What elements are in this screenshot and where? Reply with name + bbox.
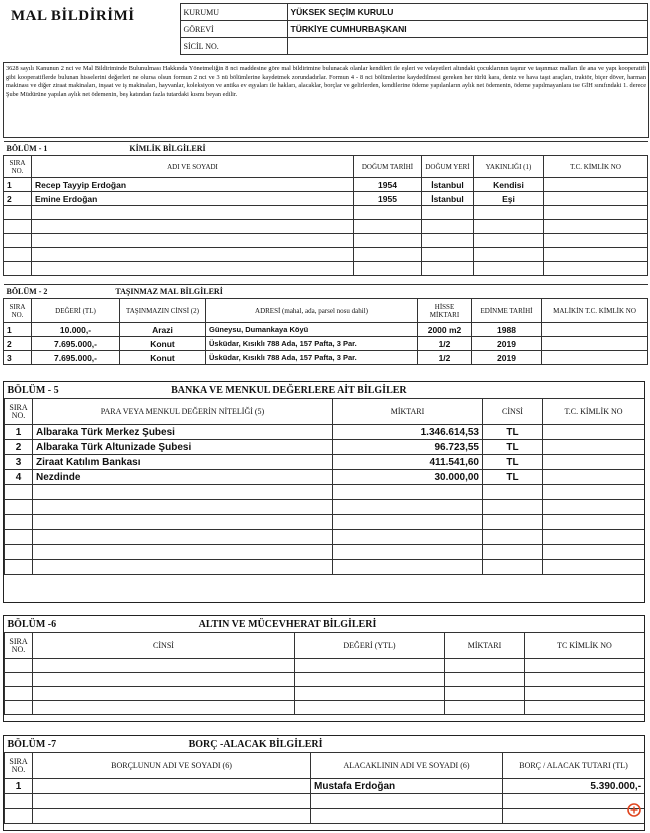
- s2-owner-tc: [542, 323, 648, 337]
- section-2: [3, 284, 647, 365]
- s1-tc: [544, 192, 648, 206]
- table-row: [5, 794, 645, 809]
- s2-header-hisse: HİSSE MİKTARI: [418, 299, 472, 323]
- table-row: [4, 323, 648, 337]
- s1-header-sira: SIRA NO.: [4, 156, 32, 178]
- s1-birth-place: İstanbul: [422, 178, 474, 192]
- s7-header-borclu: BORÇLUNUN ADI VE SOYADI (6): [33, 753, 311, 779]
- table-row: [5, 673, 645, 687]
- section-7-title: BORÇ -ALACAK BİLGİLERİ: [188, 738, 323, 750]
- section-5-code: BÖLÜM - 5: [7, 384, 59, 396]
- table-row: [5, 530, 645, 545]
- s5-tc: [543, 425, 645, 440]
- table-row: [5, 687, 645, 701]
- table-row: [5, 659, 645, 673]
- s5-amount: 30.000,00: [333, 470, 483, 485]
- s5-header-cinsi: CİNSİ: [483, 399, 543, 425]
- table-row: [5, 425, 645, 440]
- s2-address: Güneysu, Dumankaya Köyü: [206, 323, 418, 337]
- s1-birth-date: 1955: [354, 192, 422, 206]
- s1-sira: 1: [4, 178, 32, 192]
- label-gorevi: GÖREVİ: [183, 24, 214, 34]
- intro-paragraph: [3, 62, 649, 138]
- table-row: [5, 545, 645, 560]
- s2-header-degeri: DEĞERİ (TL): [32, 299, 120, 323]
- s1-header-dogum-tarihi: DOĞUM TARİHİ: [354, 156, 422, 178]
- section-6-code: BÖLÜM -6: [7, 618, 57, 630]
- s2-sira: 1: [4, 323, 32, 337]
- table-row: [4, 206, 648, 220]
- s7-amount: 5.390.000,-: [503, 779, 645, 794]
- s5-currency: TL: [483, 440, 543, 455]
- s1-relation: Eşi: [474, 192, 544, 206]
- s5-header-tc: T.C. KİMLİK NO: [543, 399, 645, 425]
- s2-header-edinme: EDİNME TARİHİ: [472, 299, 542, 323]
- table-row: [4, 220, 648, 234]
- table-row: [4, 248, 648, 262]
- s2-value: 7.695.000,-: [32, 337, 120, 351]
- s5-header-miktari: MİKTARI: [333, 399, 483, 425]
- s7-header-sira: SIRA NO.: [5, 753, 33, 779]
- s5-amount: 96.723,55: [333, 440, 483, 455]
- s6-header-degeri: DEĞERİ (YTL): [295, 633, 445, 659]
- s2-header-adresi: ADRESİ (mahal, ada, parsel nosu dahil): [206, 299, 418, 323]
- table-row: [4, 337, 648, 351]
- form-title: MAL BİLDİRİMİ: [11, 7, 135, 24]
- s6-header-miktari: MİKTARI: [445, 633, 525, 659]
- s1-header-tc: T.C. KİMLİK NO: [544, 156, 648, 178]
- s5-currency: TL: [483, 425, 543, 440]
- table-row: [5, 470, 645, 485]
- s5-amount: 411.541,60: [333, 455, 483, 470]
- s2-value: 10.000,-: [32, 323, 120, 337]
- kurumu-value: YÜKSEK SEÇİM KURULU: [290, 7, 394, 17]
- intro-text: 3628 sayılı Kanunun 2 nci ve Mal Bildiriminde Bulunulması Hakkında Yönetmeliğin 8 nci maddesine göre mal bildirimine bulunacak olanlar kendileri ile eşleri ve velayetleri altındaki çocuklarının taşınır ve taşınmaz malları ile ana ve yapı kooperatifi gibi kooperatiflerde bulunan hisselerini değerleri ne olursa olsun formun 2 nci ve 3 nü bölümlerine kaydetmek zorundadırlar. Formun 4 - 8 nci bölümlerine kaydedilmesi gereken her türlü kara, deniz ve hava taşıt araçları, traktör, biçer döver, harman makinası ve diğer ziraat makinaları, inşaat ve iş makinaları, hayvanlar, koleksiyon ve antika ev eşyaları ile hakları, alacaklar, borçlar ve gelirlerden, kendilerine ödeme yapılanların aylık net ödemenin, ödeme yapılmayanlara ise GİH sınıfındaki 1. derece Şube Müdürüne yapılan aylık net ödemenin, beş katından fazla tutardaki kısmı beyan edilir.: [6, 65, 646, 98]
- s1-name: Emine Erdoğan: [32, 192, 354, 206]
- section-5-title: BANKA VE MENKUL DEĞERLERE AİT BİLGİLER: [171, 384, 407, 396]
- table-row: [5, 809, 645, 824]
- section-2-title: TAŞINMAZ MAL BİLGİLERİ: [115, 287, 223, 296]
- s1-tc: [544, 178, 648, 192]
- s2-header-malik-tc: MALİKİN T.C. KİMLİK NO: [542, 299, 648, 323]
- table-row: [4, 234, 648, 248]
- s1-name: Recep Tayyip Erdoğan: [32, 178, 354, 192]
- table-row: [5, 779, 645, 794]
- section-6-title: ALTIN VE MÜCEVHERAT BİLGİLERİ: [198, 618, 377, 630]
- s2-share: 1/2: [418, 351, 472, 365]
- section-1-title: KİMLİK BİLGİLERİ: [129, 144, 206, 153]
- section-6: [3, 615, 645, 722]
- s2-type: Konut: [120, 351, 206, 365]
- s2-type: Konut: [120, 337, 206, 351]
- label-sicil: SİCİL NO.: [183, 41, 219, 51]
- s2-header-sira: SIRA NO.: [4, 299, 32, 323]
- s5-desc: Albaraka Türk Altunizade Şubesi: [33, 440, 333, 455]
- s2-address: Üsküdar, Kısıklı 788 Ada, 157 Pafta, 3 Par.: [206, 337, 418, 351]
- s5-tc: [543, 455, 645, 470]
- s5-tc: [543, 470, 645, 485]
- section-1-code: BÖLÜM - 1: [6, 144, 48, 153]
- table-row: [5, 701, 645, 715]
- s2-owner-tc: [542, 351, 648, 365]
- s5-desc: Ziraat Katılım Bankası: [33, 455, 333, 470]
- table-row: [4, 262, 648, 276]
- s2-share: 2000 m2: [418, 323, 472, 337]
- table-row: [5, 500, 645, 515]
- s5-currency: TL: [483, 470, 543, 485]
- section-5: [3, 381, 645, 603]
- s2-share: 1/2: [418, 337, 472, 351]
- s1-header-yakinligi: YAKINLIĞI (1): [474, 156, 544, 178]
- s1-header-dogum-yeri: DOĞUM YERİ: [422, 156, 474, 178]
- s7-creditor: Mustafa Erdoğan: [311, 779, 503, 794]
- section-7-code: BÖLÜM -7: [7, 738, 57, 750]
- s2-date: 1988: [472, 323, 542, 337]
- table-row: [5, 515, 645, 530]
- label-kurumu: KURUMU: [183, 7, 220, 17]
- s2-sira: 2: [4, 337, 32, 351]
- s7-sira: 1: [5, 779, 33, 794]
- s5-header-niteligi: PARA VEYA MENKUL DEĞERİN NİTELİĞİ (5): [33, 399, 333, 425]
- table-row: [5, 440, 645, 455]
- s2-type: Arazi: [120, 323, 206, 337]
- s5-header-sira: SIRA NO.: [5, 399, 33, 425]
- s5-amount: 1.346.614,53: [333, 425, 483, 440]
- s5-currency: TL: [483, 455, 543, 470]
- table-row: [4, 351, 648, 365]
- s1-sira: 2: [4, 192, 32, 206]
- section-2-code: BÖLÜM - 2: [6, 287, 48, 296]
- s5-sira: 3: [5, 455, 33, 470]
- s1-birth-date: 1954: [354, 178, 422, 192]
- table-row: [4, 178, 648, 192]
- table-row: [5, 455, 645, 470]
- s5-desc: Nezdinde: [33, 470, 333, 485]
- s2-date: 2019: [472, 337, 542, 351]
- s2-date: 2019: [472, 351, 542, 365]
- s6-header-sira: SIRA NO.: [5, 633, 33, 659]
- s2-value: 7.695.000,-: [32, 351, 120, 365]
- s2-owner-tc: [542, 337, 648, 351]
- logo-mark-icon: [627, 803, 641, 817]
- table-row: [5, 560, 645, 575]
- s2-address: Üsküdar, Kısıklı 788 Ada, 157 Pafta, 3 Par.: [206, 351, 418, 365]
- s1-relation: Kendisi: [474, 178, 544, 192]
- s5-desc: Albaraka Türk Merkez Şubesi: [33, 425, 333, 440]
- s7-debtor: [33, 779, 311, 794]
- form-header: [3, 3, 647, 61]
- table-row: [5, 485, 645, 500]
- s6-header-cinsi: CİNSİ: [33, 633, 295, 659]
- s7-header-alacakli: ALACAKLININ ADI VE SOYADI (6): [311, 753, 503, 779]
- s6-header-tc: TC KİMLİK NO: [525, 633, 645, 659]
- s7-header-tutar: BORÇ / ALACAK TUTARI (TL): [503, 753, 645, 779]
- s1-header-adi: ADI VE SOYADI: [32, 156, 354, 178]
- section-1: [3, 141, 647, 276]
- s5-tc: [543, 440, 645, 455]
- s2-header-cinsi: TAŞINMAZIN CİNSİ (2): [120, 299, 206, 323]
- s5-sira: 1: [5, 425, 33, 440]
- s2-sira: 3: [4, 351, 32, 365]
- s5-sira: 4: [5, 470, 33, 485]
- section-7: [3, 735, 645, 831]
- gorevi-value: TÜRKİYE CUMHURBAŞKANI: [290, 24, 407, 34]
- table-row: [4, 192, 648, 206]
- s1-birth-place: İstanbul: [422, 192, 474, 206]
- s5-sira: 2: [5, 440, 33, 455]
